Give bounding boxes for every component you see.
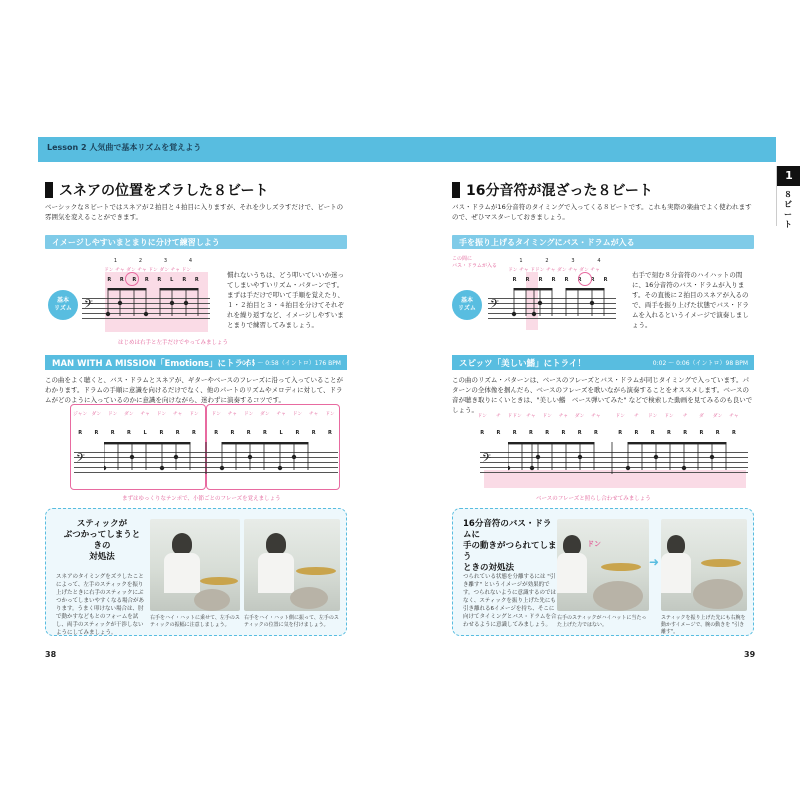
syl: ダン (91, 412, 102, 417)
right-try-title: スピッツ「美しい鰭」にトライ！ (459, 359, 586, 369)
beat-number: 1 (519, 258, 523, 264)
stick: R (311, 430, 316, 436)
stick: R (590, 277, 595, 283)
title-marker (452, 182, 460, 198)
stick: R (182, 277, 187, 283)
syl: ドン (243, 412, 254, 417)
right-notation-svg (510, 288, 614, 320)
chapter-label: ８ビート (784, 190, 792, 229)
syl: チ (495, 414, 501, 419)
stick: R (194, 277, 199, 283)
stick: R (666, 430, 671, 436)
try-syllables-2 (208, 410, 338, 417)
beat-number: 3 (163, 258, 168, 264)
notation-svg (104, 288, 208, 320)
right-page-number: 39 (744, 650, 756, 659)
beat-number: 1 (113, 258, 118, 264)
sticking-row (103, 277, 203, 283)
syl: ドン (292, 412, 303, 417)
syl: チャ (227, 412, 238, 417)
left-try-body: この曲をよく聴くと、バス・ドラムとスネアが、ギターやベースのフレーズに沿って入っていることがわかります。ドラムの手順に意識を向けるだけでなく、他のパートのリズムやメロディに対して、ドラムがどのように入っているのかに意識を向けながら、迷わずに演奏するコツです。 (45, 376, 343, 404)
syl: ドン (211, 412, 221, 417)
photo-sound-label: ドン (587, 540, 601, 548)
syl: チャ (172, 412, 183, 417)
right-intro: バス・ドラムが16分音符のタイミングで入ってくる８ビートです。これも実際の楽曲でよく使われますので、ぜひマスターしておきましょう。 (452, 203, 752, 221)
photo-drummer-1 (150, 519, 240, 611)
syl: チャ (729, 414, 739, 419)
basic-rhythm-staff (82, 298, 210, 320)
syl: チャ (558, 414, 569, 419)
syl: チャ (591, 414, 601, 419)
syl: ドン (325, 412, 335, 417)
left-page-title (45, 180, 268, 200)
syl: チャ (140, 412, 150, 417)
stick: R (119, 277, 124, 283)
syl: ダン (260, 412, 270, 417)
left-page-number: 38 (45, 650, 57, 659)
syl: ドン (477, 414, 487, 419)
stick: R (618, 430, 623, 436)
beat-number: 2 (545, 258, 549, 264)
chapter-tab[interactable] (776, 166, 800, 229)
stick: R (94, 430, 99, 436)
stick: R (262, 430, 267, 436)
try-sticking-1 (72, 430, 202, 436)
stick: R (230, 430, 235, 436)
syl: ダン (712, 414, 723, 419)
stick: R (175, 430, 180, 436)
beat-number: 3 (571, 258, 575, 264)
syl: ドン (542, 414, 552, 419)
bass-drum-note-label: この間に バス・ドラムが入る (452, 256, 497, 269)
syl: ドン (107, 412, 118, 417)
left-tip-body: スネアのタイミングをズラしたことによって、左手のスティックを振り上げたときに右手のスティックにぶつかってしまいやすくなる場合があります。うまく叩けない場合は、肘で動かすなどもとのフォームを試し、両手のスティックが干渉しないようにしてみましょう。 (56, 574, 145, 636)
right-try-body: この曲のリズム・パターンは、ベースのフレーズとバス・ドラムが同じタイミングで入っています。パターンの全体像を掴んだら、ベースのフレーズを歌いながら演奏することをオススメします。ベースの音が聴き取りにくいときは、"美しい鰭 ベース弾いてみた" などで検索した動画を見てみるのも良いでしょう。 (452, 376, 753, 414)
right-try-bar (452, 355, 754, 370)
syl: ダン (124, 412, 134, 417)
stick: R (603, 277, 608, 283)
syl: チャ (526, 414, 536, 419)
right-try-sticking-1 (474, 430, 604, 436)
stick: R (107, 277, 112, 283)
bass-clef-icon: 𝄢 (490, 298, 500, 314)
right-try-time: 0:02 ～ 0:06（イントロ）98 BPM (652, 360, 748, 367)
photo-caption-3: 右手のスティックがハイハットに当たった上げた力ではない。 (557, 615, 647, 628)
right-try-syllables-1 (474, 412, 604, 419)
photo-drummer-3 (557, 519, 649, 611)
stick: R (577, 430, 582, 436)
stick: R (564, 277, 569, 283)
beat-numbers (103, 258, 203, 264)
syl: ドン (615, 414, 625, 419)
right-subheading: 手を振り上げるタイミングにバス・ドラムが入る (459, 238, 635, 247)
left-try-title: MAN WITH A MISSION「Emotions」にトライ！ (52, 359, 260, 369)
stick: R (528, 430, 533, 436)
stick: R (512, 277, 517, 283)
rhythm-syllables: ドン チャ ダン チャ ドン ダン チャ ドン (104, 268, 192, 273)
right-rhythm-staff (488, 298, 616, 320)
left-title-text: スネアの位置をズラした８ビート (59, 183, 269, 199)
left-caption-1: はじめは右手と左手だけでやってみましょう (118, 340, 229, 346)
stick: L (170, 277, 174, 283)
stick: R (144, 277, 149, 283)
right-explain: 右手で刻む８分音符のハイハットの間に、16分音符のバス・ドラムが入ります。その直後に２拍目のスネアが入るので、両手を振り上げた状態でバス・ドラムを入れるというイメージで演奏しましょう。 (632, 271, 749, 329)
accent-circle (125, 272, 139, 286)
photo-drummer-2 (244, 519, 340, 611)
syl: ドン (156, 412, 167, 417)
stick: R (132, 277, 137, 283)
try-syllables-1 (72, 410, 202, 417)
bass-clef-icon: 𝄢 (482, 452, 492, 468)
lesson-title: Lesson 2 人気曲で基本リズムを覚えよう (47, 143, 202, 152)
left-caption-2: まずはゆっくりなテンポで、小節ごとのフレーズを覚えましょう (122, 496, 281, 502)
right-page-title (452, 180, 653, 200)
left-explain: 慣れないうちは、どう叩いていいか迷ってしまいやすいリズム・パターンです。まずは手だけで叩いて手順を覚えたり、１・２拍目と３・４拍目を分けてそれぞれを繰り返すなど、イメージしやすいまとまりで練習してみましょう。 (227, 271, 344, 329)
left-try-bar (45, 355, 347, 370)
photo-caption-2: 右手をハイ・ハット側に振って、左手のスティックの位置に気を付けましょう。 (244, 615, 339, 628)
left-intro: ベーシックな８ビートではスネアが２拍目と４拍目に入りますが、それを少しズラすだけで、ビートの雰囲気を変えることができます。 (45, 203, 344, 221)
rhythm-syllables-right: ドン チャ ドドン チャ ダン チャ ダン チャ (508, 268, 600, 273)
stick: R (551, 277, 556, 283)
left-subheading-bar (45, 235, 347, 249)
stick: R (159, 430, 164, 436)
left-subheading: イメージしやすいまとまりに分けて練習しよう (52, 238, 220, 247)
syl: チャ (308, 412, 319, 417)
syl: ドドン (507, 414, 522, 419)
try-notation-svg (104, 442, 334, 474)
accent-circle-right (578, 272, 592, 286)
left-tip-title: スティックが ぶつかってしまうときの 対処法 (63, 519, 141, 562)
stick: R (525, 277, 530, 283)
stick: R (246, 430, 251, 436)
syl: ドン (647, 414, 658, 419)
stick: R (214, 430, 219, 436)
photo-caption-4: スティックを振り上げた先にも右腕を動かすイメージで、腕の動きを "引き離す"。 (661, 615, 746, 635)
syl: ドン (664, 414, 674, 419)
stick: R (650, 430, 655, 436)
stick: R (191, 430, 196, 436)
stick: R (512, 430, 517, 436)
right-tip-title: 16分音符のバス・ドラムに 手の動きがつられてしまう ときの対処法 (463, 519, 557, 573)
try-staff-left (74, 452, 338, 474)
right-tip-body: つられている状態を分離するには "引き離す" というイメージが効果的です。つられないように意識するのではなく、スティックを振り上げた先にも引き離れる6イメージを持ち、そこに向けてタイミングとバス・ドラムを合わせるように意識してみましょう。 (463, 574, 557, 628)
sticking-row-right (508, 277, 612, 283)
syl: チ (682, 414, 688, 419)
lesson-header-bar (38, 137, 400, 162)
stick: R (593, 430, 598, 436)
left-tip-box (45, 508, 347, 636)
stick: R (538, 277, 543, 283)
stick: R (561, 430, 566, 436)
stick: R (496, 430, 501, 436)
syl: チ (633, 414, 639, 419)
stick: R (78, 430, 83, 436)
right-try-syllables-2 (612, 412, 742, 419)
stick: L (143, 430, 147, 436)
right-caption-2: ベースのフレーズと照らし合わせてみましょう (536, 496, 651, 502)
beat-number: 4 (597, 258, 601, 264)
stick: R (110, 430, 115, 436)
arrow-right-icon: ➜ (649, 555, 660, 569)
try-staff-right (480, 452, 748, 474)
chapter-number: 1 (777, 166, 800, 186)
beat-numbers-right (508, 258, 612, 264)
beat-number: 2 (138, 258, 143, 264)
right-try-notation-svg (508, 442, 744, 474)
stick: R (699, 430, 704, 436)
stick: R (157, 277, 162, 283)
stick: R (715, 430, 720, 436)
basic-rhythm-badge: 基本 リズム (48, 290, 78, 320)
stick: R (126, 430, 131, 436)
right-subheading-bar (452, 235, 754, 249)
lesson-header-bar-right (400, 137, 776, 162)
right-try-sticking-2 (612, 430, 742, 436)
photo-caption-1: 右手をハイ・ハットに乗せて、左手のスティックの振幅に注意しましょう。 (150, 615, 240, 628)
stick: R (634, 430, 639, 436)
stick: R (327, 430, 332, 436)
stick: R (545, 430, 550, 436)
stick: R (480, 430, 485, 436)
basic-rhythm-badge-right: 基本 リズム (452, 290, 482, 320)
stick: R (683, 430, 688, 436)
stick: L (279, 430, 283, 436)
left-try-time: 0:55 ～ 0:58（イントロ）176 BPM (241, 360, 341, 367)
stick: R (577, 277, 582, 283)
title-marker (45, 182, 53, 198)
beat-number: 4 (188, 258, 193, 264)
right-tip-box (452, 508, 754, 636)
syl: ダン (574, 414, 585, 419)
bass-clef-icon: 𝄢 (84, 298, 94, 314)
photo-drummer-4 (661, 519, 747, 611)
try-sticking-2 (208, 430, 338, 436)
syl: ジャン (72, 412, 88, 417)
right-title-text: 16分音符が混ざった８ビート (466, 183, 653, 199)
bass-clef-icon: 𝄢 (76, 452, 86, 468)
stick: R (295, 430, 300, 436)
syl: チャ (276, 412, 286, 417)
stick: R (731, 430, 736, 436)
syl: ダ (698, 414, 704, 419)
syl: ドン (189, 412, 199, 417)
